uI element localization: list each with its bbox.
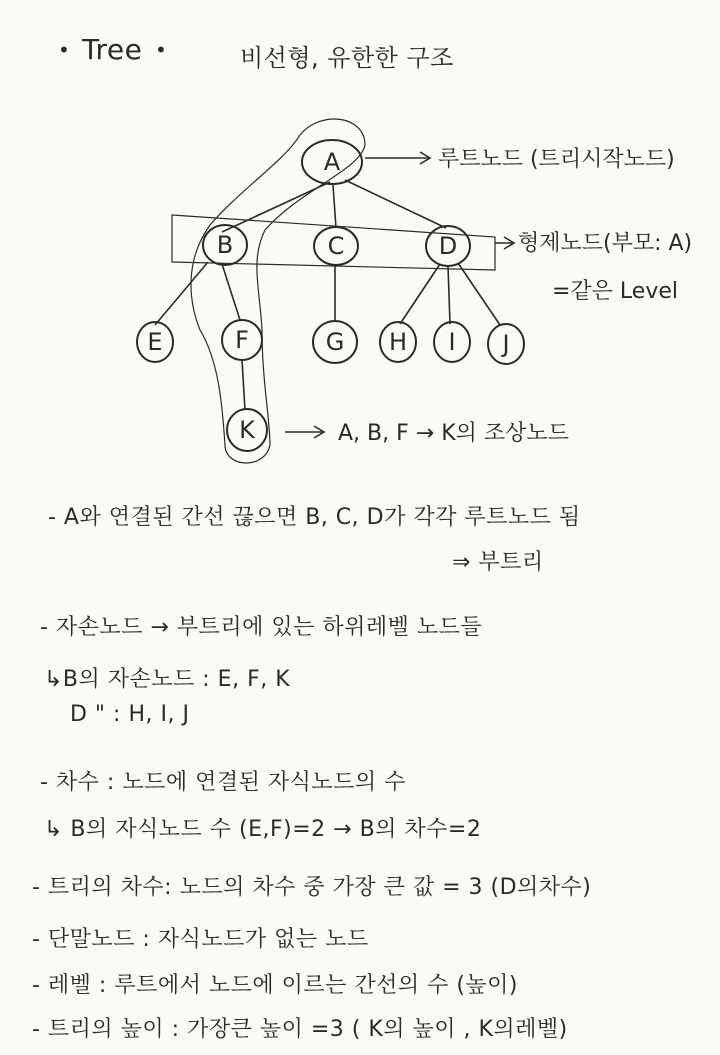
tree-node-label: A xyxy=(323,148,341,176)
note-leaf-node: - 단말노드 : 자식노드가 없는 노드 xyxy=(32,927,369,952)
edge-D-H xyxy=(400,264,440,324)
tree-node-e xyxy=(137,322,173,362)
edge-B-E xyxy=(155,262,208,325)
tree-node-label: K xyxy=(239,416,255,444)
note-subtree-result: ⇒ 부트리 xyxy=(452,550,544,575)
tree-node-i xyxy=(434,322,470,362)
tree-node-label: F xyxy=(235,326,249,354)
tree-node-f xyxy=(222,320,262,360)
tree-node-label: C xyxy=(327,232,345,260)
tree-node-label: E xyxy=(147,328,163,356)
edge-A-D xyxy=(345,180,446,228)
tree-node-b xyxy=(203,225,247,265)
note-subtree-cut: - A와 연결된 간선 끊으면 B, C, D가 각각 루트노드 됨 xyxy=(48,505,581,530)
edge-A-C xyxy=(333,185,336,228)
tree-node-d xyxy=(426,226,470,266)
tree-node-c xyxy=(314,227,358,265)
tree-node-g xyxy=(313,321,357,363)
root-node-annotation: 루트노드 (트리시작노드) xyxy=(438,147,675,172)
edge-D-I xyxy=(448,266,450,324)
sibling-node-annotation: 형제노드(부모: A) xyxy=(518,231,693,256)
note-degree: - 차수 : 노드에 연결된 자식노드의 수 xyxy=(40,770,406,795)
note-degree-example: ↳ B의 자식노드 수 (E,F)=2 → B의 차수=2 xyxy=(44,817,482,842)
edge-D-J xyxy=(458,263,500,325)
note-descendant-b: ↳B의 자손노드 : E, F, K xyxy=(44,667,291,692)
note-level: - 레벨 : 루트에서 노드에 이르는 간선의 수 (높이) xyxy=(32,973,518,998)
tree-node-label: I xyxy=(448,328,456,356)
tree-node-label: G xyxy=(325,328,345,356)
tree-node-j xyxy=(488,324,524,364)
edge-F-K xyxy=(242,360,245,410)
page-subtitle: 비선형, 유한한 구조 xyxy=(240,44,454,72)
same-level-annotation: =같은 Level xyxy=(552,279,679,304)
note-descendant-d: D " : H, I, J xyxy=(70,702,190,727)
tree-node-label: J xyxy=(502,330,510,358)
tree-node-label: H xyxy=(388,328,408,356)
page-title: Tree xyxy=(82,33,143,66)
title-bullet-right: • xyxy=(155,38,168,62)
note-tree-degree: - 트리의 차수: 노드의 차수 중 가장 큰 값 = 3 (D의차수) xyxy=(32,875,592,900)
tree-node-label: D xyxy=(438,232,458,260)
note-descendant: - 자손노드 → 부트리에 있는 하위레벨 노드들 xyxy=(40,615,483,640)
tree-node-h xyxy=(380,322,416,362)
title-bullet-left: • xyxy=(58,38,71,62)
tree-node-label: B xyxy=(216,231,234,259)
tree-node-k xyxy=(227,409,267,451)
tree-diagram xyxy=(0,0,720,470)
edge-B-F xyxy=(222,264,240,320)
note-tree-height: - 트리의 높이 : 가장큰 높이 =3 ( K의 높이 , K의레벨) xyxy=(32,1017,568,1042)
ancestor-node-annotation: A, B, F → K의 조상노드 xyxy=(338,421,569,446)
